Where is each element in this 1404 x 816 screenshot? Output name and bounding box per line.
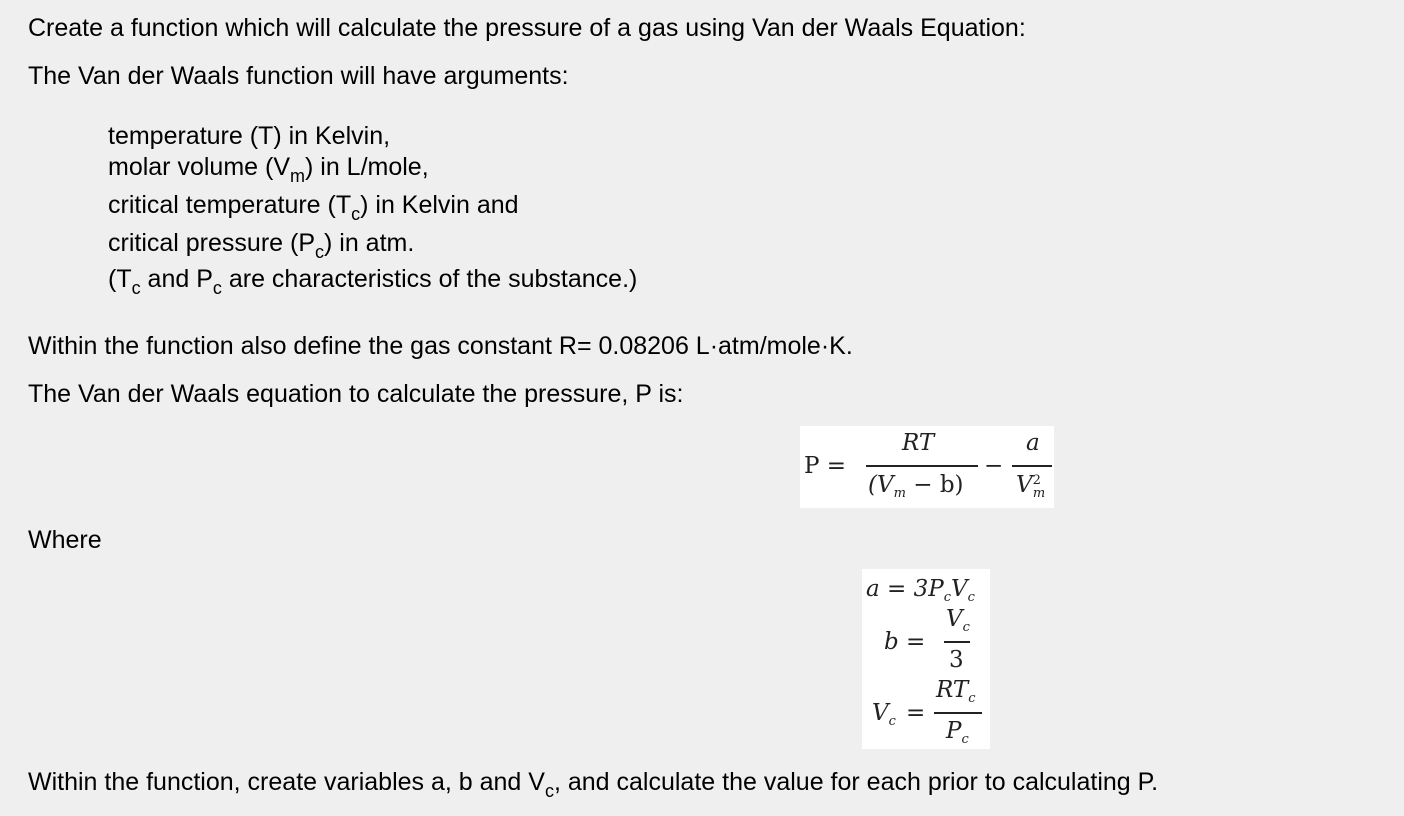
args-intro-text: The Van der Waals function will have arguments:	[28, 62, 569, 90]
def-b-numerator	[946, 608, 970, 634]
def-b-denominator: 3	[949, 647, 964, 673]
def-a-lhs: a = 3P	[866, 576, 944, 602]
def-vc-den-sub: c	[961, 732, 969, 747]
arg-note	[108, 264, 638, 298]
def-vc-denominator	[946, 720, 969, 746]
arg-note-mid: and P	[140, 265, 213, 293]
def-vc-bar	[934, 712, 982, 714]
arg-critical-temperature	[108, 190, 637, 224]
def-vc-numerator	[936, 679, 976, 705]
frac2-den-sup: 2	[1032, 473, 1041, 488]
closing-text	[28, 767, 1158, 799]
arg-crit-temp-pre: critical temperature (T	[108, 191, 352, 219]
equation-frac1-denominator	[868, 474, 964, 500]
arg-molar-volume-pre: molar volume (V	[108, 153, 290, 181]
def-a-sub2: c	[967, 590, 975, 605]
arg-note-post: are characteristics of the substance.)	[221, 265, 638, 293]
equation-frac2-denominator	[1016, 474, 1045, 500]
def-a-mid: V	[951, 576, 968, 602]
argument-list	[108, 119, 638, 298]
arg-crit-temp-sub: c	[351, 204, 361, 224]
def-a	[866, 578, 975, 604]
arg-molar-volume-post: ) in L/mole,	[305, 153, 429, 181]
frac2-den-base: V	[1016, 472, 1033, 498]
def-vc-lhs-base: V	[872, 700, 889, 726]
equation-frac1-bar	[866, 465, 978, 467]
frac1-den-close: − b)	[905, 472, 964, 498]
def-vc-num: RT	[936, 677, 969, 703]
closing-post: , and calculate the value for each prior to calculating P.	[553, 768, 1159, 796]
def-vc-den: P	[946, 718, 962, 744]
arg-molar-volume	[108, 152, 637, 186]
def-a-sub1: c	[943, 590, 951, 605]
arg-crit-press-post: ) in atm.	[324, 229, 415, 257]
def-b-lhs: b =	[884, 629, 926, 655]
frac1-den-open: (V	[868, 472, 894, 498]
equation-lhs: P =	[804, 453, 847, 479]
arg-temperature: temperature (T) in Kelvin,	[108, 122, 391, 150]
equation-minus: −	[984, 453, 1004, 479]
equation-frac2-numerator: a	[1026, 430, 1040, 456]
closing-pre: Within the function, create variables a, b and V	[28, 768, 545, 796]
arg-crit-temp-post: ) in Kelvin and	[360, 191, 519, 219]
where-label: Where	[28, 526, 102, 554]
arg-crit-press-sub: c	[315, 242, 324, 262]
arg-note-pre: (T	[108, 265, 132, 293]
arg-molar-volume-sub: m	[290, 166, 305, 186]
frac1-den-sub: m	[893, 486, 906, 501]
arg-note-sub1: c	[131, 278, 141, 298]
frac2-den-sub: m	[1032, 486, 1046, 501]
van-der-waals-equation	[800, 426, 1054, 508]
closing-sub: c	[544, 781, 554, 801]
def-vc-equals: =	[906, 700, 926, 726]
equation-frac2-bar	[1012, 465, 1052, 467]
equation-frac1-numerator: RT	[902, 430, 935, 456]
def-vc-lhs	[872, 702, 896, 728]
gas-constant-text: Within the function also define the gas constant R= 0.08206 L·atm/mole·K.	[28, 332, 853, 360]
intro-text: Create a function which will calculate the pressure of a gas using Van der Waals Equation:	[28, 14, 1026, 42]
equation-intro-text: The Van der Waals equation to calculate the pressure, P is:	[28, 380, 684, 408]
def-b-bar	[944, 641, 970, 643]
def-vc-num-sub: c	[968, 691, 976, 706]
arg-note-sub2: c	[212, 278, 222, 298]
definitions-equation	[862, 569, 990, 749]
arg-crit-press-pre: critical pressure (P	[108, 229, 315, 257]
def-b-num: V	[946, 606, 963, 632]
def-b-num-sub: c	[962, 620, 970, 635]
def-vc-lhs-sub: c	[888, 714, 896, 729]
arg-critical-pressure	[108, 228, 637, 262]
